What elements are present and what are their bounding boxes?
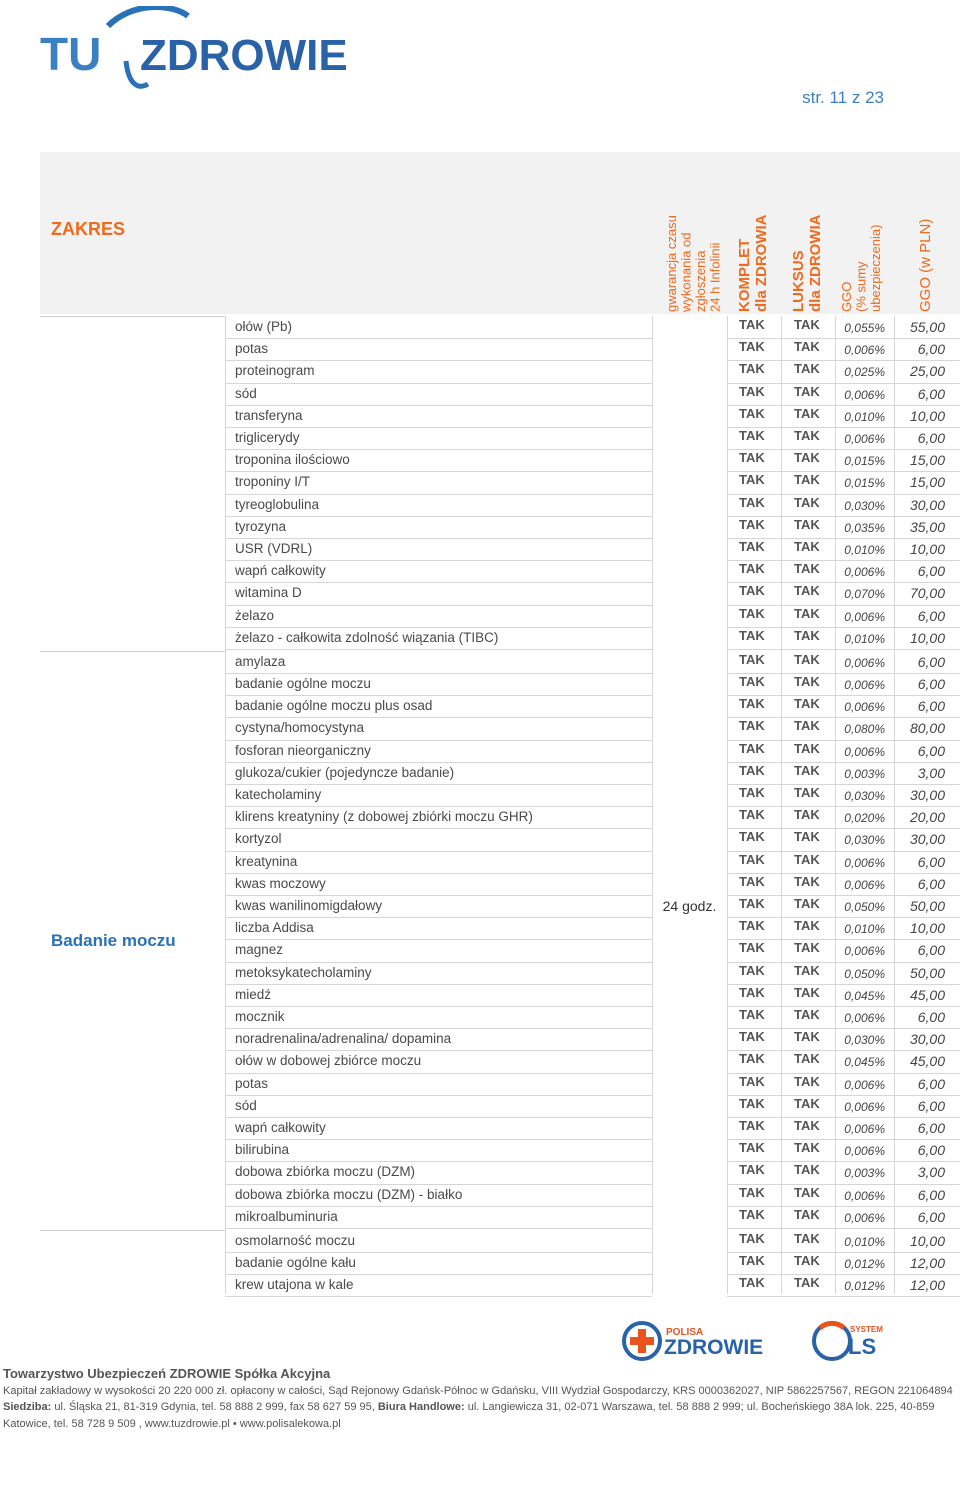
luksus-value: TAK: [794, 605, 820, 621]
table-row: [225, 1274, 960, 1296]
table-row: [225, 516, 960, 538]
ggo-pln: 10,00: [909, 1232, 945, 1249]
ggo-percent: 0,012%: [844, 1279, 885, 1294]
ggo-percent: 0,010%: [844, 1234, 885, 1249]
table-row: [225, 784, 960, 806]
ggo-percent: 0,030%: [844, 789, 885, 803]
test-name: dobowa zbiórka moczu (DZM): [235, 1164, 416, 1180]
luksus-value: TAK: [794, 472, 820, 488]
ggo-pln: 3,00: [917, 1164, 945, 1181]
ggo-pln: 6,00: [917, 1075, 945, 1092]
group-label: [40, 1230, 225, 1275]
komplet-value: TAK: [739, 785, 765, 800]
footer-logos: [622, 1316, 892, 1366]
ggo-percent: 0,006%: [844, 877, 885, 892]
ggo-pln: 6,00: [917, 653, 945, 670]
test-name: tyrozyna: [235, 518, 287, 534]
luksus-value: TAK: [794, 851, 820, 867]
test-name: amylaza: [235, 653, 286, 669]
komplet-value: TAK: [739, 561, 765, 577]
komplet-value: TAK: [739, 1007, 765, 1022]
komplet-value: TAK: [739, 383, 765, 399]
tu-zdrowie-logo: [38, 6, 368, 94]
ggo-percent: 0,006%: [844, 744, 885, 759]
table-row: [225, 427, 960, 449]
ggo-percent: 0,070%: [844, 587, 885, 602]
komplet-value: TAK: [739, 1253, 765, 1268]
group-label: [40, 651, 225, 1231]
luksus-value: TAK: [794, 1051, 820, 1067]
execution-time: 24 godz.: [662, 898, 717, 915]
row-divider: [727, 1296, 960, 1297]
komplet-value: TAK: [739, 1029, 765, 1045]
group-label-text: Badanie moczu: [51, 931, 176, 951]
komplet-value: TAK: [739, 829, 765, 845]
komplet-value: TAK: [739, 807, 765, 823]
ggo-percent: 0,015%: [844, 476, 885, 491]
luksus-value: TAK: [794, 405, 820, 421]
table-row: [225, 605, 960, 627]
ggo-percent: 0,006%: [844, 655, 885, 670]
table-row: [225, 560, 960, 582]
luksus-value: TAK: [794, 539, 820, 554]
footer-contact: Katowice, tel. 58 728 9 509 , www.tuzdrowie.pl • www.polisalekowa.pl: [3, 1417, 341, 1430]
komplet-value: TAK: [739, 1095, 765, 1111]
luksus-value: TAK: [794, 317, 820, 332]
ggo-percent: 0,006%: [844, 432, 885, 446]
table-row: [225, 806, 960, 828]
footer-capital: Kapitał zakładowy w wysokości 20 220 000 zł. opłacony w całości, Sąd Rejonowy Gdańsk-Północ w Gdańsku, VIII Wydział Gospodarczy, KRS 0000362027, NIP 5862257567, REGON 221064894: [3, 1384, 953, 1397]
test-name: osmolarność moczu: [235, 1232, 356, 1248]
komplet-value: TAK: [739, 740, 765, 756]
test-name: potas: [235, 341, 269, 357]
ggo-percent: 0,015%: [844, 454, 885, 469]
ggo-percent: 0,030%: [844, 833, 885, 848]
luksus-value: TAK: [794, 829, 820, 845]
ggo-pln: 6,00: [917, 385, 945, 402]
luksus-value: TAK: [794, 1118, 820, 1133]
ggo-pln: 70,00: [909, 585, 945, 602]
table-row: [225, 651, 960, 673]
ggo-pln: 10,00: [909, 629, 945, 646]
test-name: badanie ogólne kału: [235, 1255, 356, 1270]
luksus-value: TAK: [794, 651, 820, 667]
test-name: ołów w dobowej zbiórce moczu: [235, 1053, 422, 1069]
ggo-percent: 0,025%: [844, 365, 885, 380]
ggo-pln: 6,00: [917, 1009, 945, 1025]
footer-addresses: Siedziba: ul. Śląska 21, 81-319 Gdynia, tel. 58 888 2 999, fax 58 627 59 95, Biura Handlowe: ul. Langiewicza 31, 02-071 Warszawa, tel. 58 888 2 999; ul. Bocheńskiego 38A lok. 225, 40-859: [3, 1401, 935, 1413]
ggo-percent: 0,030%: [844, 498, 885, 513]
test-name: troponina ilościowo: [235, 452, 350, 468]
table-row: [225, 383, 960, 405]
ggo-percent: 0,010%: [844, 543, 885, 557]
test-name: kortyzol: [235, 831, 282, 847]
ggo-pln: 45,00: [909, 986, 945, 1003]
luksus-value: TAK: [794, 1206, 820, 1222]
table-row: [225, 873, 960, 895]
page-number: str. 11 z 23: [802, 88, 884, 107]
komplet-value: TAK: [739, 1275, 765, 1291]
table-row: [225, 1095, 960, 1117]
test-name: wapń całkowity: [235, 563, 326, 579]
table-row: [225, 471, 960, 493]
test-name: triglicerydy: [235, 430, 300, 445]
test-name: USR (VDRL): [235, 541, 313, 556]
luksus-value: TAK: [794, 740, 820, 756]
table-row: [225, 1117, 960, 1139]
komplet-value: TAK: [739, 718, 765, 734]
luksus-value: TAK: [794, 516, 820, 532]
luksus-value: TAK: [794, 873, 820, 889]
luksus-value: TAK: [794, 450, 820, 466]
table-row: [225, 494, 960, 516]
ggo-percent: 0,006%: [844, 387, 885, 402]
komplet-value: TAK: [739, 1140, 765, 1156]
test-name: żelazo - całkowita zdolność wiązania (TIBC): [235, 629, 499, 645]
svg-text:SYSTEM: SYSTEM: [850, 1325, 883, 1334]
ggo-percent: 0,006%: [844, 1099, 885, 1114]
ggo-pln: 3,00: [917, 764, 945, 781]
ggo-percent: 0,045%: [844, 988, 885, 1003]
luksus-value: TAK: [794, 984, 820, 1000]
svg-text:POLISA: POLISA: [666, 1327, 704, 1338]
table-row: [225, 449, 960, 471]
col-header-luksus: LUKSUS dla ZDROWIA: [790, 214, 824, 312]
komplet-value: TAK: [739, 516, 765, 532]
ggo-percent: 0,006%: [844, 700, 885, 715]
test-name: proteinogram: [235, 363, 315, 379]
luksus-value: TAK: [794, 1007, 820, 1022]
ggo-pln: 15,00: [909, 452, 945, 469]
table-row: [225, 939, 960, 961]
komplet-value: TAK: [739, 627, 765, 643]
ggo-pln: 6,00: [917, 676, 945, 692]
komplet-value: TAK: [739, 696, 765, 712]
ggo-pln: 6,00: [917, 1186, 945, 1203]
table-row: [225, 538, 960, 560]
luksus-value: TAK: [794, 696, 820, 712]
ggo-pln: 6,00: [917, 607, 945, 624]
ggo-pln: 6,00: [917, 1097, 945, 1114]
komplet-value: TAK: [739, 339, 765, 355]
table-row: [225, 1161, 960, 1183]
table-row: [225, 1230, 960, 1252]
luksus-value: TAK: [794, 339, 820, 355]
test-name: liczba Addisa: [235, 920, 314, 936]
ggo-percent: 0,006%: [844, 1011, 885, 1025]
ggo-percent: 0,006%: [844, 1210, 885, 1225]
komplet-value: TAK: [739, 1051, 765, 1067]
footer: [3, 1366, 953, 1432]
komplet-value: TAK: [739, 1162, 765, 1178]
luksus-value: TAK: [794, 494, 820, 510]
test-name: sód: [235, 385, 257, 401]
komplet-value: TAK: [739, 583, 765, 599]
komplet-value: TAK: [739, 873, 765, 889]
ggo-pln: 6,00: [917, 1142, 945, 1159]
ggo-pln: 20,00: [909, 809, 945, 826]
table-row: [225, 1206, 960, 1228]
test-name: fosforan nieorganiczny: [235, 742, 371, 758]
luksus-value: TAK: [794, 918, 820, 934]
test-name: krew utajona w kale: [235, 1277, 354, 1293]
ggo-percent: 0,045%: [844, 1055, 885, 1070]
svg-text:ZDROWIE: ZDROWIE: [664, 1336, 764, 1359]
ggo-pln: 30,00: [909, 1031, 945, 1048]
table-row: [225, 717, 960, 739]
ggo-percent: 0,050%: [844, 966, 885, 981]
table-row: [225, 582, 960, 604]
komplet-value: TAK: [739, 1206, 765, 1222]
luksus-value: TAK: [794, 1140, 820, 1156]
table-row: [225, 828, 960, 850]
test-name: katecholaminy: [235, 787, 322, 802]
komplet-value: TAK: [739, 1073, 765, 1089]
komplet-value: TAK: [739, 651, 765, 667]
komplet-value: TAK: [739, 1184, 765, 1200]
test-name: metoksykatecholaminy: [235, 964, 372, 980]
col-header-komplet: KOMPLET dla ZDROWIA: [736, 214, 770, 312]
komplet-value: TAK: [739, 940, 765, 956]
table-row: [225, 1073, 960, 1095]
ggo-pln: 15,00: [909, 474, 945, 491]
ggo-pln: 6,00: [917, 698, 945, 715]
komplet-value: TAK: [739, 674, 765, 689]
luksus-value: TAK: [794, 1029, 820, 1045]
ggo-percent: 0,020%: [844, 811, 885, 826]
test-name: ołów (Pb): [235, 319, 293, 334]
ggo-pln: 25,00: [909, 363, 945, 380]
ggo-percent: 0,035%: [844, 520, 885, 535]
svg-text:LS: LS: [848, 1334, 877, 1359]
group-label: [40, 316, 225, 652]
ggo-pln: 6,00: [917, 853, 945, 870]
ggo-pln: 6,00: [917, 341, 945, 358]
coverage-table: [40, 316, 960, 1294]
col-header-ggo-pln: GGO (w PLN): [917, 218, 934, 312]
ggo-pln: 12,00: [909, 1277, 945, 1294]
komplet-value: TAK: [739, 494, 765, 510]
komplet-value: TAK: [739, 896, 765, 911]
luksus-value: TAK: [794, 807, 820, 823]
komplet-value: TAK: [739, 472, 765, 488]
luksus-value: TAK: [794, 1184, 820, 1200]
row-divider: [225, 1296, 652, 1297]
table-row: [225, 917, 960, 939]
luksus-value: TAK: [794, 762, 820, 778]
ggo-pln: 6,00: [917, 430, 945, 446]
test-name: tyreoglobulina: [235, 496, 320, 512]
ggo-pln: 80,00: [909, 720, 945, 737]
test-name: bilirubina: [235, 1142, 290, 1158]
svg-text:TU: TU: [40, 28, 102, 80]
table-row: [225, 740, 960, 762]
ggo-pln: 30,00: [909, 831, 945, 848]
luksus-value: TAK: [794, 896, 820, 911]
table-row: [225, 338, 960, 360]
luksus-value: TAK: [794, 561, 820, 577]
test-name: żelazo: [235, 607, 275, 623]
table-row: [225, 984, 960, 1006]
ggo-pln: 35,00: [909, 518, 945, 535]
ggo-percent: 0,006%: [844, 1122, 885, 1136]
ggo-percent: 0,006%: [844, 1144, 885, 1159]
ggo-pln: 6,00: [917, 1208, 945, 1225]
ggo-pln: 30,00: [909, 496, 945, 513]
komplet-value: TAK: [739, 1230, 765, 1246]
test-name: kreatynina: [235, 853, 298, 869]
ggo-percent: 0,006%: [844, 855, 885, 870]
ggo-percent: 0,030%: [844, 1033, 885, 1048]
test-name: badanie ogólne moczu: [235, 676, 371, 691]
table-row: [225, 695, 960, 717]
test-name: mikroalbuminuria: [235, 1208, 338, 1224]
luksus-value: TAK: [794, 583, 820, 599]
ggo-pln: 6,00: [917, 563, 945, 580]
ggo-percent: 0,012%: [844, 1257, 885, 1271]
ggo-percent: 0,055%: [844, 321, 885, 335]
table-row: [225, 627, 960, 649]
test-name: dobowa zbiórka moczu (DZM) - białko: [235, 1186, 463, 1202]
luksus-value: TAK: [794, 674, 820, 689]
luksus-value: TAK: [794, 428, 820, 443]
luksus-value: TAK: [794, 1275, 820, 1291]
table-row: [225, 962, 960, 984]
komplet-value: TAK: [739, 984, 765, 1000]
table-row: [225, 1006, 960, 1028]
ggo-percent: 0,010%: [844, 409, 885, 424]
test-name: transferyna: [235, 407, 303, 423]
luksus-value: TAK: [794, 1253, 820, 1268]
test-name: mocznik: [235, 1009, 285, 1024]
ggo-percent: 0,050%: [844, 900, 885, 914]
ggo-pln: 6,00: [917, 875, 945, 892]
ggo-percent: 0,006%: [844, 343, 885, 358]
ggo-pln: 50,00: [909, 964, 945, 981]
luksus-value: TAK: [794, 1095, 820, 1111]
ggo-pln: 55,00: [909, 319, 945, 335]
footer-company: Towarzystwo Ubezpieczeń ZDROWIE Spółka Akcyjna: [3, 1366, 331, 1381]
test-name: miedź: [235, 986, 272, 1002]
komplet-value: TAK: [739, 762, 765, 778]
test-name: magnez: [235, 942, 284, 958]
table-row: [225, 316, 960, 338]
table-row: [225, 673, 960, 695]
table-row: [225, 1050, 960, 1072]
luksus-value: TAK: [794, 962, 820, 978]
luksus-value: TAK: [794, 1073, 820, 1089]
ggo-pln: 45,00: [909, 1053, 945, 1070]
luksus-value: TAK: [794, 383, 820, 399]
luksus-value: TAK: [794, 1230, 820, 1246]
ggo-pln: 12,00: [909, 1255, 945, 1271]
komplet-value: TAK: [739, 428, 765, 443]
ggo-percent: 0,010%: [844, 922, 885, 937]
ggo-pln: 10,00: [909, 541, 945, 557]
ggo-percent: 0,006%: [844, 1077, 885, 1092]
test-name: noradrenalina/adrenalina/ dopamina: [235, 1031, 452, 1047]
komplet-value: TAK: [739, 317, 765, 332]
ggo-percent: 0,003%: [844, 1166, 885, 1181]
table-row: [225, 360, 960, 382]
ggo-percent: 0,006%: [844, 944, 885, 959]
test-name: witamina D: [235, 585, 302, 601]
luksus-value: TAK: [794, 1162, 820, 1178]
test-name: kwas wanilinomigdałowy: [235, 898, 383, 913]
ggo-pln: 10,00: [909, 920, 945, 937]
table-row: [225, 1139, 960, 1161]
test-name: cystyna/homocystyna: [235, 720, 365, 736]
test-name: glukoza/cukier (pojedyncze badanie): [235, 764, 455, 780]
ggo-percent: 0,006%: [844, 609, 885, 624]
col-header-gwarancja: gwarancja czasu wykonania od zgłoszenia 24 h Infolinii: [664, 215, 723, 312]
test-name: wapń całkowity: [235, 1120, 326, 1135]
luksus-value: TAK: [794, 940, 820, 956]
test-name: klirens kreatyniny (z dobowej zbiórki moczu GHR): [235, 809, 533, 825]
table-row: [225, 1028, 960, 1050]
polisa-zdrowie-logo: [624, 1323, 763, 1359]
test-name: kwas moczowy: [235, 875, 326, 891]
table-row: [225, 405, 960, 427]
ggo-pln: 10,00: [909, 407, 945, 424]
table-row: [225, 851, 960, 873]
komplet-value: TAK: [739, 918, 765, 934]
test-name: sód: [235, 1097, 257, 1113]
ggo-percent: 0,003%: [844, 766, 885, 781]
ggo-percent: 0,006%: [844, 678, 885, 692]
table-row: [225, 762, 960, 784]
komplet-value: TAK: [739, 851, 765, 867]
komplet-value: TAK: [739, 1118, 765, 1133]
table-row: [225, 895, 960, 917]
test-name: potas: [235, 1075, 269, 1091]
luksus-value: TAK: [794, 785, 820, 800]
ggo-pln: 6,00: [917, 1120, 945, 1136]
zakres-header: ZAKRES: [51, 219, 126, 239]
system-ls-logo: [814, 1323, 883, 1359]
ggo-percent: 0,080%: [844, 722, 885, 737]
table-row: [225, 1252, 960, 1274]
test-name: badanie ogólne moczu plus osad: [235, 698, 433, 714]
ggo-pln: 30,00: [909, 787, 945, 803]
komplet-value: TAK: [739, 605, 765, 621]
ggo-percent: 0,006%: [844, 565, 885, 580]
luksus-value: TAK: [794, 361, 820, 377]
komplet-value: TAK: [739, 962, 765, 978]
ggo-pln: 50,00: [909, 898, 945, 914]
table-row: [225, 1184, 960, 1206]
svg-text:ZDROWIE: ZDROWIE: [140, 31, 348, 80]
luksus-value: TAK: [794, 627, 820, 643]
komplet-value: TAK: [739, 361, 765, 377]
ggo-pln: 6,00: [917, 742, 945, 759]
komplet-value: TAK: [739, 539, 765, 554]
ggo-percent: 0,006%: [844, 1188, 885, 1203]
test-name: troponiny I/T: [235, 474, 311, 490]
ggo-percent: 0,010%: [844, 631, 885, 646]
ggo-pln: 6,00: [917, 942, 945, 959]
luksus-value: TAK: [794, 718, 820, 734]
komplet-value: TAK: [739, 450, 765, 466]
col-header-ggo-pct: GGO (% sumy ubezpieczenia): [839, 224, 884, 312]
komplet-value: TAK: [739, 405, 765, 421]
